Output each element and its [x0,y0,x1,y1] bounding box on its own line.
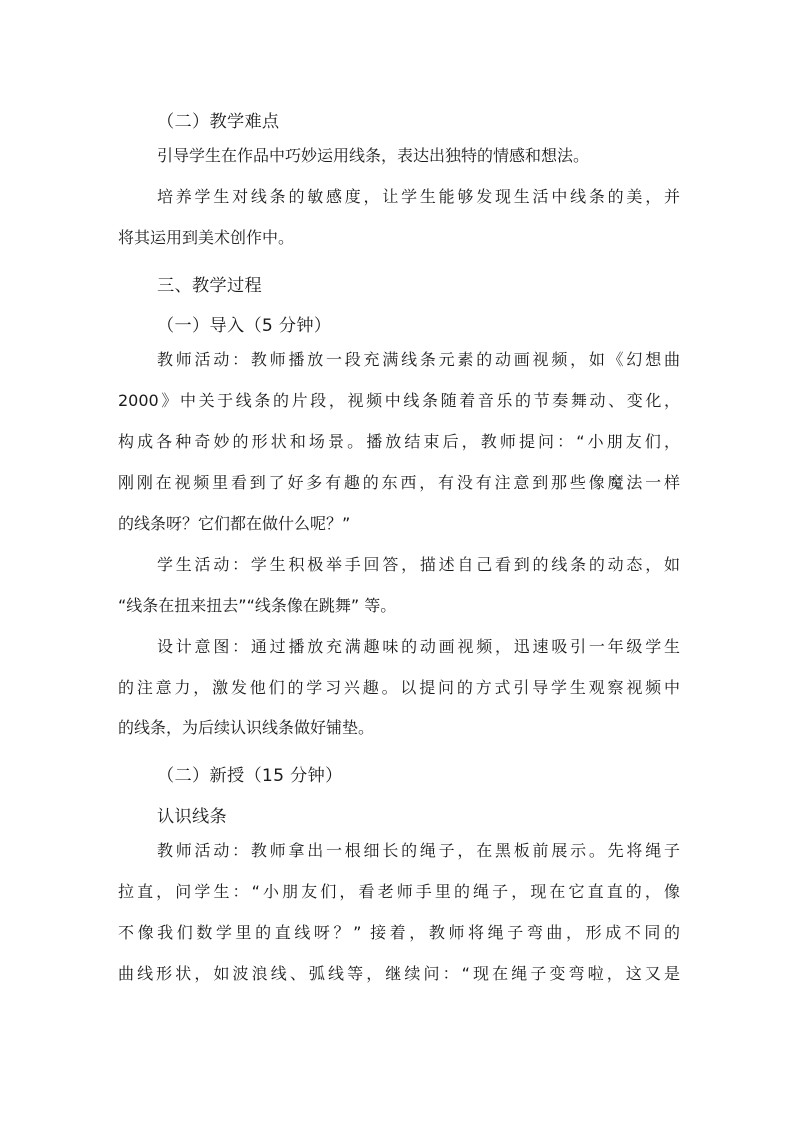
paragraph-line: 的线条呀？它们都在做什么呢？” [118,513,351,533]
paragraph-line: 刚刚在视频里看到了好多有趣的东西，有没有注意到那些像魔法一样 [118,473,680,493]
paragraph-difficulty-2 [118,184,680,266]
paragraph-line: 的线条，为后续认识线条做好铺垫。 [118,718,375,738]
section-heading-teaching-process [118,266,680,307]
heading-text: （二）教学难点 [157,112,280,132]
paragraph-line: 学生活动：学生积极举手回答，描述自己看到的线条的动态，如 [157,554,680,574]
section-heading-recognize-lines [118,797,680,838]
paragraph-difficulty-1 [118,143,680,184]
heading-text: 三、教学过程 [157,275,262,296]
paragraph-line: 的注意力，激发他们的学习兴趣。以提问的方式引导学生观察视频中 [118,677,680,697]
paragraph-line: 设计意图：通过播放充满趣味的动画视频，迅速吸引一年级学生 [157,636,680,656]
paragraph-line: 引导学生在作品中巧妙运用线条，表达出独特的情感和想法。 [157,145,590,165]
paragraph-line: 教师活动：教师拿出一根细长的绳子，在黑板前展示。先将绳子 [157,841,680,861]
section-heading-teaching-difficulties [118,102,680,143]
paragraph-teacher-activity-rope [118,838,680,1002]
document-body [118,102,680,1002]
paragraph-line: “线条在扭来扭去”“线条像在跳舞” 等。 [118,595,397,615]
paragraph-student-activity-intro [118,552,680,634]
heading-text: 认识线条 [157,807,227,828]
heading-text: （二）新授（15 分钟） [157,766,343,787]
paragraph-line: 将其运用到美术创作中。 [118,227,295,247]
heading-text: （一）导入（5 分钟） [157,316,332,337]
paragraph-line: 培养学生对线条的敏感度，让学生能够发现生活中线条的美，并 [157,186,680,206]
paragraph-line: 教师活动：教师播放一段充满线条元素的动画视频，如《幻想曲 [157,350,680,370]
paragraph-design-intent-intro [118,634,680,757]
paragraph-line: 2000》中关于线条的片段，视频中线条随着音乐的节奏舞动、变化， [118,391,680,411]
paragraph-teacher-activity-intro [118,347,680,551]
section-heading-introduction [118,306,680,347]
paragraph-line: 构成各种奇妙的形状和场景。播放结束后，教师提问：“小朋友们， [118,432,680,452]
paragraph-line: 拉直，问学生：“小朋友们，看老师手里的绳子，现在它直直的，像 [118,882,680,901]
paragraph-line: 不像我们数学里的直线呀？” 接着，教师将绳子弯曲，形成不同的 [118,922,680,942]
section-heading-new-lesson [118,756,680,797]
paragraph-line: 曲线形状，如波浪线、弧线等，继续问：“现在绳子变弯啦，这又是 [118,963,680,983]
